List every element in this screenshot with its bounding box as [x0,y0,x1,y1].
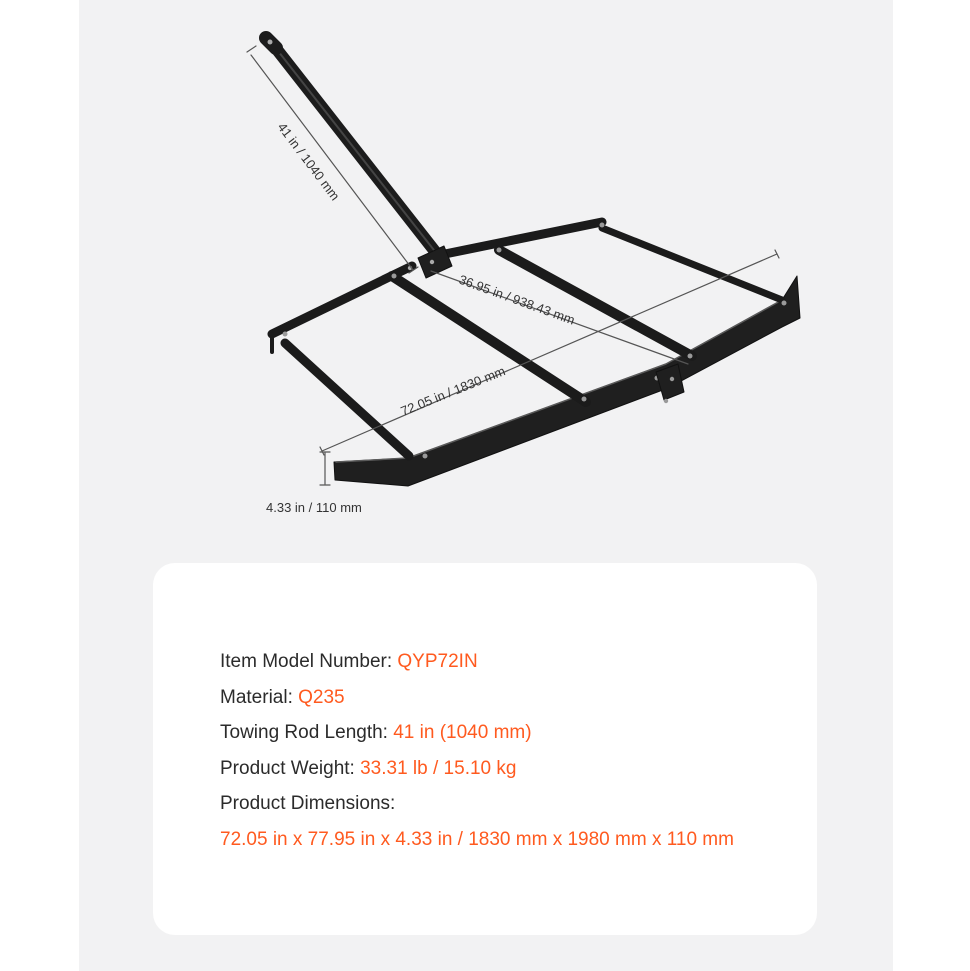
spec-weight-value: 33.31 lb / 15.10 kg [360,757,517,779]
spec-weight-label: Product Weight: [220,757,361,779]
frame-rear-right-bar [440,222,602,255]
spec-model-label: Item Model Number: [220,651,398,672]
spec-weight-row [220,751,734,787]
spec-model-row [220,644,734,680]
spec-material-value: Q235 [298,686,345,708]
spec-rod-label: Towing Rod Length: [220,722,394,743]
spec-model-value: QYP72IN [397,651,478,672]
spec-material-row [220,680,734,716]
spec-dimensions-row [220,786,734,822]
spec-rod-row [220,715,734,751]
spec-list [220,644,734,857]
frame-left-bar [285,343,409,456]
drag-harrow-product-image [79,0,893,560]
inner-width-label: 36.95 in / 938.43 mm [456,271,577,328]
handle-length-label: 41 in / 1040 mm [274,119,343,204]
height-label: 4.33 in / 110 mm [266,500,362,515]
spec-dimensions-label: Product Dimensions: [220,793,396,814]
overall-width-label: 72.05 in / 1830 mm [398,363,508,419]
spec-dimensions-value: 72.05 in x 77.95 in x 4.33 in / 1830 mm x 1980 mm x 110 mm [220,828,734,850]
spec-material-label: Material: [220,686,299,708]
spec-rod-value: 41 in (1040 mm) [393,722,532,743]
